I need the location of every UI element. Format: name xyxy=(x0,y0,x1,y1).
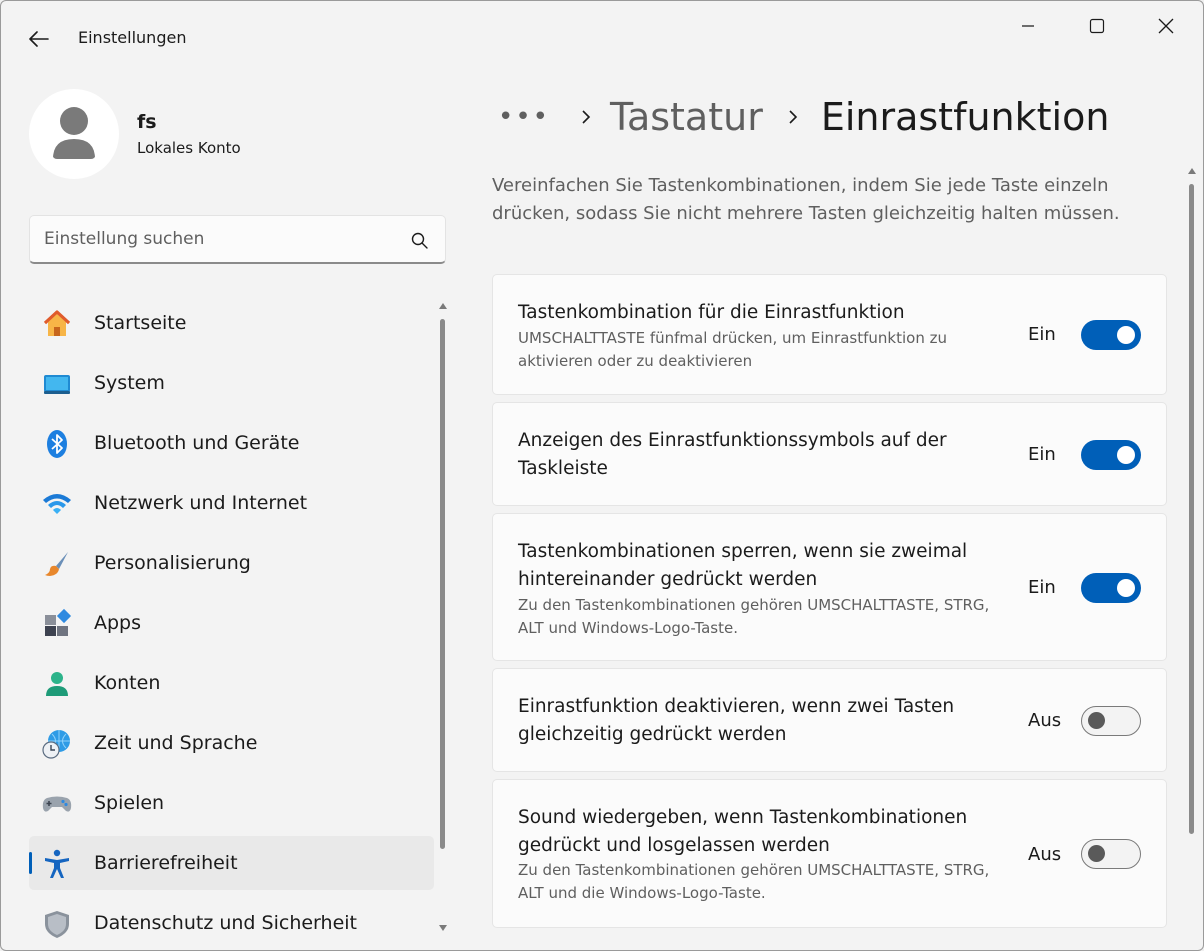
toggle-knob xyxy=(1117,326,1135,344)
sidebar-item-label: Personalisierung xyxy=(94,552,251,574)
sidebar-item-system[interactable] xyxy=(29,356,434,410)
home-icon xyxy=(41,308,73,340)
content-scroll-thumb[interactable] xyxy=(1189,184,1194,834)
selection-indicator xyxy=(29,852,32,874)
minimize-icon xyxy=(1021,19,1035,33)
sidebar-scroll-thumb[interactable] xyxy=(440,319,445,849)
gamepad-icon xyxy=(41,788,73,820)
sidebar-item-zeit-sprache[interactable] xyxy=(29,716,434,770)
toggle-switch[interactable] xyxy=(1081,573,1141,603)
chevron-right-icon xyxy=(580,108,592,126)
sidebar-item-label: Bluetooth und Geräte xyxy=(94,432,300,454)
user-avatar-icon xyxy=(29,89,119,179)
sidebar-item-label: Apps xyxy=(94,612,142,634)
sidebar-item-label: Netzwerk und Internet xyxy=(94,492,308,514)
title-bar xyxy=(1,1,1203,73)
account-type: Lokales Konto xyxy=(137,139,241,157)
account-icon xyxy=(41,668,73,700)
accessibility-icon xyxy=(41,848,73,880)
sidebar-item-bluetooth[interactable] xyxy=(29,416,434,470)
sidebar-item-label: System xyxy=(94,372,165,394)
setting-title: Tastenkombination für die Einrastfunktion xyxy=(518,302,905,323)
setting-card-shortcut xyxy=(492,274,1167,395)
maximize-icon xyxy=(1089,18,1105,34)
setting-card-sound xyxy=(492,779,1167,928)
toggle-state-label: Ein xyxy=(1028,444,1056,465)
setting-title: Anzeigen des Einrastfunktionssymbols auf der Taskleiste xyxy=(518,430,947,479)
maximize-button[interactable] xyxy=(1063,1,1131,51)
sidebar-nav xyxy=(29,296,434,951)
toggle-knob xyxy=(1117,446,1135,464)
setting-card-two-keys xyxy=(492,668,1167,772)
breadcrumb xyxy=(498,89,1109,145)
page-title: Einrastfunktion xyxy=(820,95,1110,139)
setting-title: Tastenkombinationen sperren, wenn sie zweimal hintereinander gedrückt werden xyxy=(518,541,968,590)
sidebar-item-label: Datenschutz und Sicherheit xyxy=(94,912,357,934)
globe-clock-icon xyxy=(41,728,73,760)
search-icon[interactable] xyxy=(410,231,430,251)
sidebar-item-label: Konten xyxy=(94,672,161,694)
toggle-state-label: Aus xyxy=(1028,844,1062,865)
scroll-up-icon[interactable] xyxy=(1187,166,1197,176)
breadcrumb-parent[interactable]: Tastatur xyxy=(610,95,763,139)
sidebar-item-label: Spielen xyxy=(94,792,165,814)
back-button[interactable] xyxy=(19,23,59,55)
toggle-switch[interactable] xyxy=(1081,839,1141,869)
sidebar-item-barrierefreiheit[interactable] xyxy=(29,836,434,890)
sidebar-item-konten[interactable] xyxy=(29,656,434,710)
avatar[interactable] xyxy=(29,89,119,179)
setting-card-lock-shortcuts xyxy=(492,513,1167,661)
shield-icon xyxy=(41,908,73,940)
close-icon xyxy=(1158,18,1174,34)
toggle-state-label: Aus xyxy=(1028,710,1062,731)
toggle-state-label: Ein xyxy=(1028,577,1056,598)
setting-subtitle: UMSCHALTTASTE fünfmal drücken, um Einrastfunktion zu aktivieren oder zu deaktivieren xyxy=(518,329,947,370)
page-description: Vereinfachen Sie Tastenkombinationen, indem Sie jede Taste einzeln drücken, sodass Sie nicht mehrere Tasten gleichzeitig halten müssen. xyxy=(492,175,1120,224)
toggle-knob xyxy=(1088,845,1105,862)
wifi-icon xyxy=(41,488,73,520)
toggle-switch[interactable] xyxy=(1081,440,1141,470)
search-input[interactable] xyxy=(44,216,394,262)
setting-subtitle: Zu den Tastenkombinationen gehören UMSCHALTTASTE, STRG, ALT und die Windows-Logo-Taste. xyxy=(518,861,990,902)
content-scrollbar[interactable] xyxy=(1187,166,1197,946)
sidebar-scrollbar[interactable] xyxy=(438,301,448,933)
paintbrush-icon xyxy=(41,548,73,580)
monitor-icon xyxy=(41,368,73,400)
settings-list xyxy=(492,274,1167,935)
sidebar-item-startseite[interactable] xyxy=(29,296,434,350)
bluetooth-icon xyxy=(41,428,73,460)
sidebar-item-apps[interactable] xyxy=(29,596,434,650)
setting-title: Einrastfunktion deaktivieren, wenn zwei Tasten gleichzeitig gedrückt werden xyxy=(518,696,955,745)
toggle-switch[interactable] xyxy=(1081,706,1141,736)
setting-title: Sound wiedergeben, wenn Tastenkombinationen gedrückt und losgelassen werden xyxy=(518,807,968,856)
sidebar-item-label: Barrierefreiheit xyxy=(94,852,238,874)
toggle-knob xyxy=(1088,712,1105,729)
toggle-switch[interactable] xyxy=(1081,320,1141,350)
user-name: fs xyxy=(137,111,157,133)
sidebar-item-netzwerk[interactable] xyxy=(29,476,434,530)
setting-subtitle: Zu den Tastenkombinationen gehören UMSCHALTTASTE, STRG, ALT und Windows-Logo-Taste. xyxy=(518,596,990,637)
sidebar-item-label: Startseite xyxy=(94,312,187,334)
breadcrumb-more-button[interactable]: ••• xyxy=(498,102,551,132)
search-box xyxy=(29,215,446,264)
toggle-state-label: Ein xyxy=(1028,324,1056,345)
scroll-up-icon[interactable] xyxy=(438,301,448,311)
scroll-down-icon[interactable] xyxy=(438,923,448,933)
apps-icon xyxy=(41,608,73,640)
app-title: Einstellungen xyxy=(78,28,187,47)
arrow-left-icon xyxy=(29,31,49,47)
sidebar-item-personalisierung[interactable] xyxy=(29,536,434,590)
sidebar-item-datenschutz[interactable] xyxy=(29,896,434,950)
setting-card-taskbar-icon xyxy=(492,402,1167,506)
chevron-right-icon xyxy=(787,108,799,126)
close-button[interactable] xyxy=(1132,1,1200,51)
sidebar-item-spielen[interactable] xyxy=(29,776,434,830)
toggle-knob xyxy=(1117,579,1135,597)
minimize-button[interactable] xyxy=(994,1,1062,51)
sidebar-item-label: Zeit und Sprache xyxy=(94,732,258,754)
